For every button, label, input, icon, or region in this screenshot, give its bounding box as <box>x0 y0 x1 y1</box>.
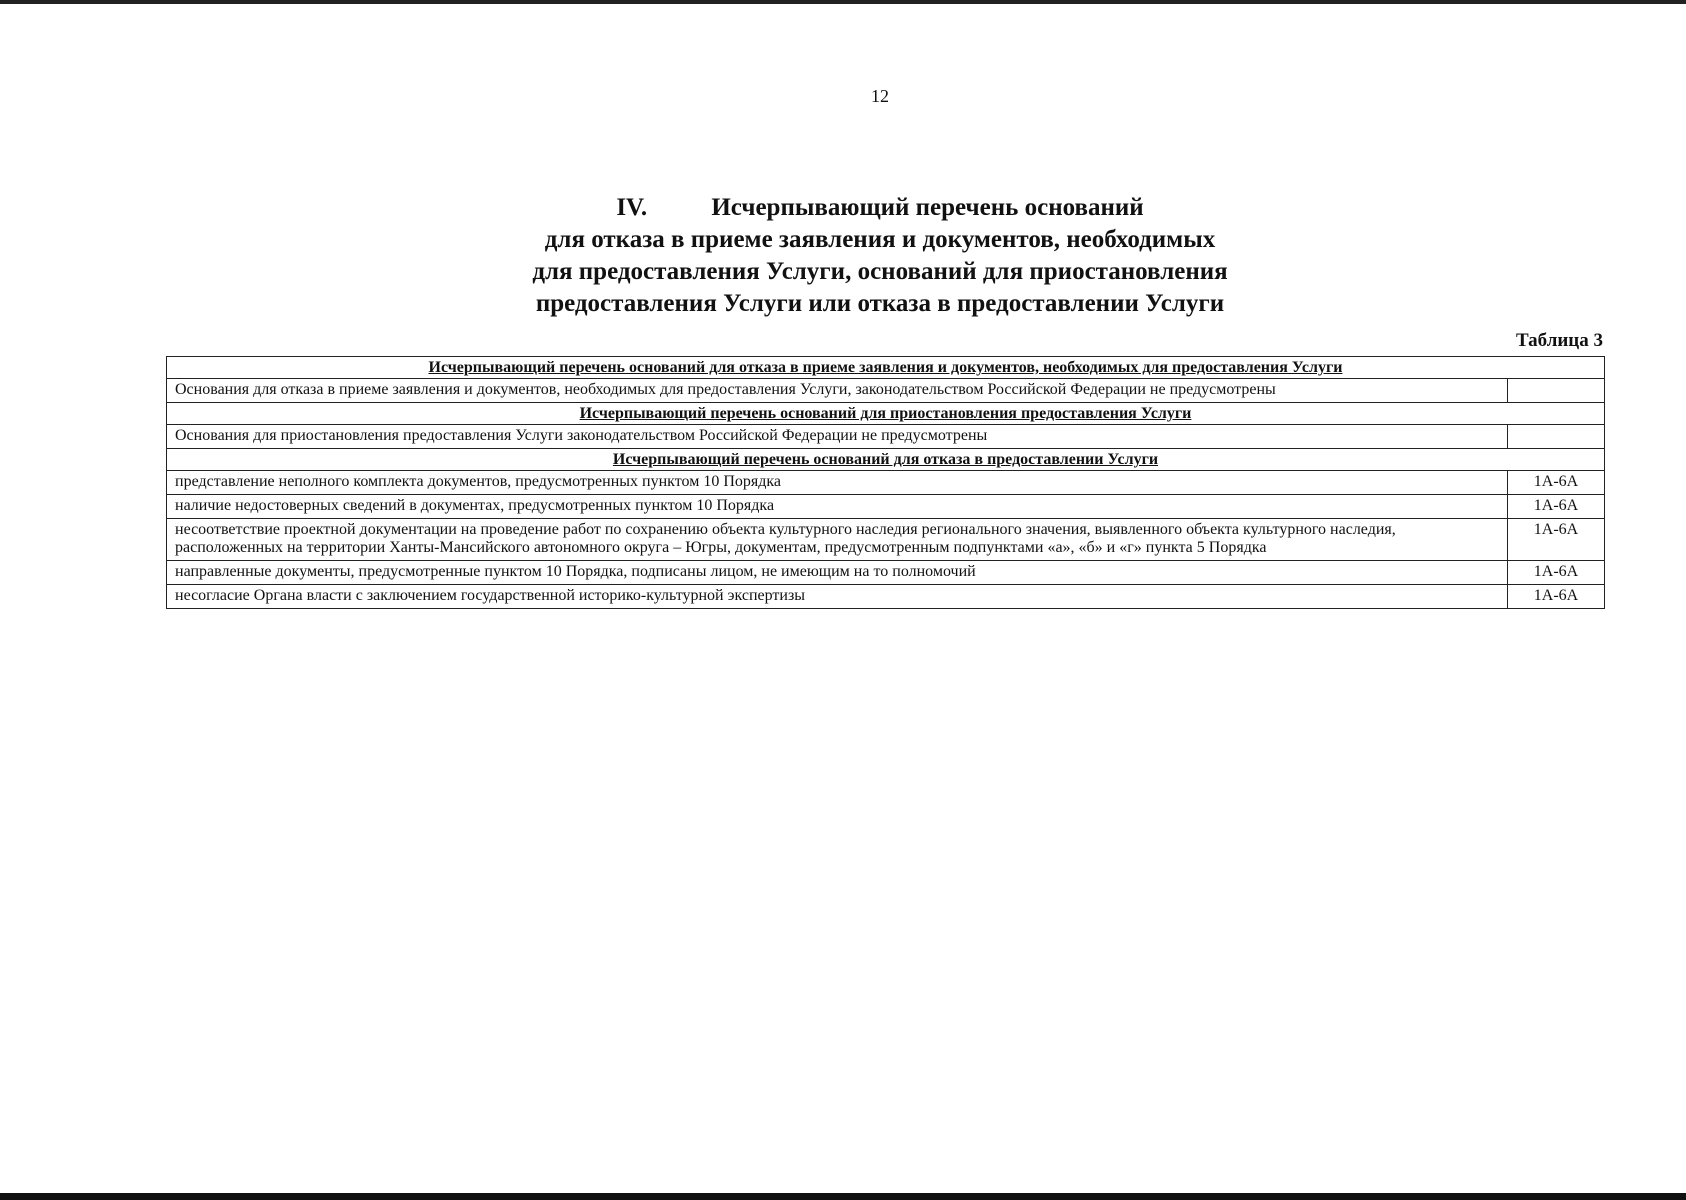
table-row <box>167 561 1605 585</box>
table-row <box>167 495 1605 519</box>
row-text: направленные документы, предусмотренные пунктом 10 Порядка, подписаны лицом, не имеющим на то полномочий <box>167 561 1508 585</box>
row-code <box>1508 379 1605 403</box>
row-text: Основания для отказа в приеме заявления и документов, необходимых для предоставления Услуги, законодательством Российской Федерации не предусмотрены <box>167 379 1508 403</box>
heading-line-1 <box>420 192 1340 224</box>
grounds-table <box>166 356 1605 609</box>
table-section-header-row <box>167 403 1605 425</box>
heading-line-4: предоставления Услуги или отказа в предоставлении Услуги <box>535 290 1225 317</box>
row-code: 1А-6А <box>1508 495 1605 519</box>
row-text: несогласие Органа власти с заключением государственной историко-культурной экспертизы <box>167 585 1508 609</box>
table-caption: Таблица 3 <box>1515 330 1603 351</box>
row-code: 1А-6А <box>1508 585 1605 609</box>
page-number: 12 <box>871 86 889 106</box>
heading-roman-numeral: IV. <box>616 194 648 221</box>
section-3-header: Исчерпывающий перечень оснований для отказа в предоставлении Услуги <box>167 449 1605 471</box>
row-code: 1А-6А <box>1508 519 1605 561</box>
section-1-header: Исчерпывающий перечень оснований для отказа в приеме заявления и документов, необходимых для предоставления Услуги <box>167 357 1605 379</box>
row-code: 1А-6А <box>1508 471 1605 495</box>
section-2-header: Исчерпывающий перечень оснований для приостановления предоставления Услуги <box>167 403 1605 425</box>
section-heading <box>420 192 1340 320</box>
table-row <box>167 471 1605 495</box>
row-code <box>1508 425 1605 449</box>
row-text: несоответствие проектной документации на проведение работ по сохранению объекта культурного наследия регионального значения, выявленного объекта культурного наследия, расположенных на территории Ханты-Мансийского автономного округа – Югры, документам, предусмотренным подпунктами «а», «б» и «г» пункта 5 Порядка <box>167 519 1508 561</box>
table-row <box>167 585 1605 609</box>
heading-line-3: для предоставления Услуги, оснований для приостановления <box>532 258 1228 285</box>
row-code: 1А-6А <box>1508 561 1605 585</box>
table-row <box>167 425 1605 449</box>
table-section-header-row <box>167 357 1605 379</box>
table-row <box>167 519 1605 561</box>
table-section-header-row <box>167 449 1605 471</box>
scan-bottom-edge <box>0 1193 1686 1200</box>
heading-line-1-text: Исчерпывающий перечень оснований <box>711 194 1144 221</box>
row-text: представление неполного комплекта документов, предусмотренных пунктом 10 Порядка <box>167 471 1508 495</box>
row-text: наличие недостоверных сведений в документах, предусмотренных пунктом 10 Порядка <box>167 495 1508 519</box>
scan-top-edge <box>0 0 1686 4</box>
table-row <box>167 379 1605 403</box>
heading-line-2: для отказа в приеме заявления и документов, необходимых <box>544 226 1216 253</box>
row-text: Основания для приостановления предоставления Услуги законодательством Российской Федерации не предусмотрены <box>167 425 1508 449</box>
